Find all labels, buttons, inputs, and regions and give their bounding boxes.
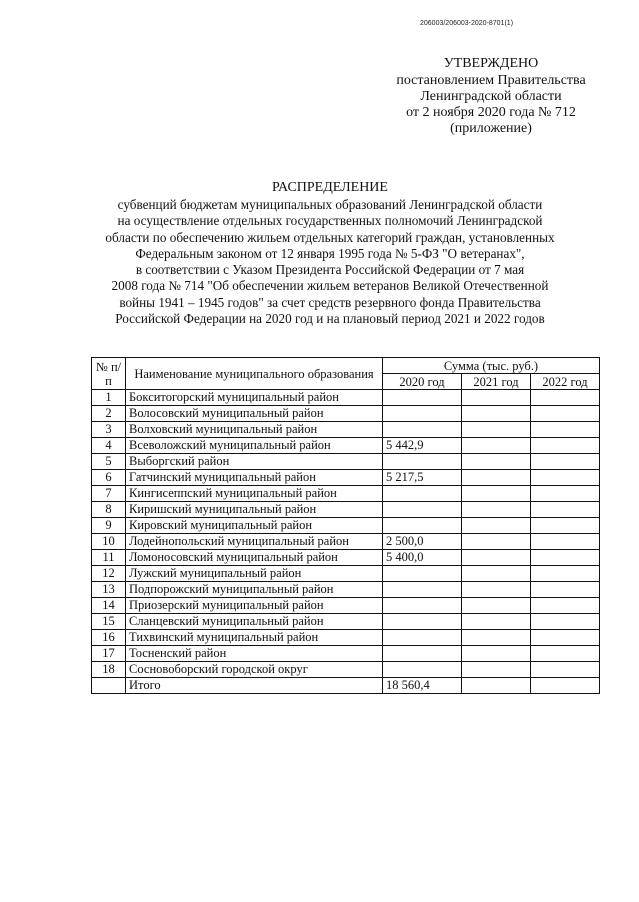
table-row — [92, 534, 600, 550]
table-header — [92, 358, 600, 390]
municipality-name: Подпорожский муниципальный район — [126, 582, 383, 598]
amount-2020 — [383, 502, 462, 518]
municipality-name: Кировский муниципальный район — [126, 518, 383, 534]
amount-2020 — [383, 422, 462, 438]
amount-2022 — [531, 470, 600, 486]
municipality-name: Кингисеппский муниципальный район — [126, 486, 383, 502]
amount-2021 — [462, 502, 531, 518]
municipality-name: Киришский муниципальный район — [126, 502, 383, 518]
amount-2020 — [383, 486, 462, 502]
row-number: 12 — [92, 566, 126, 582]
table-row — [92, 390, 600, 406]
row-number: 8 — [92, 502, 126, 518]
municipality-name: Лужский муниципальный район — [126, 566, 383, 582]
amount-2020 — [383, 518, 462, 534]
distribution-table — [91, 357, 600, 694]
table-row — [92, 566, 600, 582]
amount-2021 — [462, 646, 531, 662]
approval-line: (приложение) — [450, 121, 532, 136]
row-number: 16 — [92, 630, 126, 646]
amount-2022 — [531, 422, 600, 438]
amount-2022 — [531, 390, 600, 406]
approval-line: постановлением Правительства — [396, 73, 586, 88]
title-line: субвенций бюджетам муниципальных образований Ленинградской области — [117, 197, 543, 212]
title-line: области по обеспечению жильем отдельных категорий граждан, установленных — [105, 229, 555, 245]
amount-2022 — [531, 614, 600, 630]
amount-2020: 18 560,4 — [383, 678, 462, 694]
table-row — [92, 630, 600, 646]
title-line: войны 1941 – 1945 годов" за счет средств резервного фонда Правительства — [119, 294, 541, 310]
table-row — [92, 502, 600, 518]
row-number: 9 — [92, 518, 126, 534]
amount-2021 — [462, 598, 531, 614]
row-number: 5 — [92, 454, 126, 470]
municipality-name: Волосовский муниципальный район — [126, 406, 383, 422]
table-row — [92, 454, 600, 470]
title-line: в соответствии с Указом Президента Российской Федерации от 7 мая — [135, 262, 525, 278]
amount-2020 — [383, 662, 462, 678]
header-sum: Сумма (тыс. руб.) — [383, 358, 600, 374]
title-line: 2008 года № 714 "Об обеспечении жильем ветеранов Великой Отечественной — [111, 278, 549, 294]
row-number: 7 — [92, 486, 126, 502]
amount-2020 — [383, 598, 462, 614]
row-number — [92, 678, 126, 694]
municipality-name: Лодейнопольский муниципальный район — [126, 534, 383, 550]
amount-2020: 2 500,0 — [383, 534, 462, 550]
row-number: 17 — [92, 646, 126, 662]
total-row — [92, 678, 600, 694]
amount-2020 — [383, 630, 462, 646]
municipality-name: Итого — [126, 678, 383, 694]
title-line: Российской Федерации на 2020 год и на плановый период 2021 и 2022 годов — [115, 311, 545, 327]
table-row — [92, 646, 600, 662]
amount-2021 — [462, 614, 531, 630]
document-id: 206003/206003-2020-8701(1) — [420, 20, 514, 27]
header-year-2022: 2022 год — [531, 374, 600, 390]
row-number: 3 — [92, 422, 126, 438]
amount-2020 — [383, 646, 462, 662]
municipality-name: Волховский муниципальный район — [126, 422, 383, 438]
amount-2022 — [531, 598, 600, 614]
header-num: № п/п — [92, 358, 126, 390]
amount-2022 — [531, 534, 600, 550]
row-number: 15 — [92, 614, 126, 630]
amount-2021 — [462, 534, 531, 550]
amount-2020 — [383, 390, 462, 406]
amount-2021 — [462, 630, 531, 646]
amount-2022 — [531, 646, 600, 662]
amount-2022 — [531, 582, 600, 598]
municipality-name: Гатчинский муниципальный район — [126, 470, 383, 486]
approval-line: от 2 ноября 2020 года № 712 — [406, 105, 576, 120]
amount-2022 — [531, 486, 600, 502]
municipality-name: Приозерский муниципальный район — [126, 598, 383, 614]
table-body — [92, 390, 600, 694]
table-row — [92, 518, 600, 534]
amount-2020 — [383, 454, 462, 470]
amount-2021 — [462, 582, 531, 598]
municipality-name: Выборгский район — [126, 454, 383, 470]
amount-2021 — [462, 550, 531, 566]
row-number: 4 — [92, 438, 126, 454]
table-row — [92, 598, 600, 614]
header-year-2021: 2021 год — [462, 374, 531, 390]
amount-2021 — [462, 454, 531, 470]
row-number: 18 — [92, 662, 126, 678]
table-row — [92, 662, 600, 678]
amount-2020: 5 400,0 — [383, 550, 462, 566]
amount-2022 — [531, 630, 600, 646]
amount-2021 — [462, 566, 531, 582]
table-row — [92, 422, 600, 438]
row-number: 10 — [92, 534, 126, 550]
municipality-name: Сланцевский муниципальный район — [126, 614, 383, 630]
amount-2021 — [462, 470, 531, 486]
municipality-name: Тосненский район — [126, 646, 383, 662]
amount-2020: 5 217,5 — [383, 470, 462, 486]
amount-2020 — [383, 406, 462, 422]
approval-line: Ленинградской области — [420, 89, 562, 104]
amount-2021 — [462, 486, 531, 502]
row-number: 1 — [92, 390, 126, 406]
amount-2022 — [531, 406, 600, 422]
row-number: 14 — [92, 598, 126, 614]
table-row — [92, 470, 600, 486]
amount-2021 — [462, 518, 531, 534]
amount-2020 — [383, 582, 462, 598]
header-name: Наименование муниципального образования — [126, 358, 383, 390]
table-row — [92, 582, 600, 598]
document-title-block — [90, 180, 570, 327]
amount-2021 — [462, 662, 531, 678]
amount-2022 — [531, 454, 600, 470]
table-row — [92, 486, 600, 502]
amount-2022 — [531, 518, 600, 534]
amount-2022 — [531, 662, 600, 678]
row-number: 11 — [92, 550, 126, 566]
amount-2020: 5 442,9 — [383, 438, 462, 454]
amount-2022 — [531, 438, 600, 454]
document-title: РАСПРЕДЕЛЕНИЕ — [272, 180, 388, 195]
row-number: 6 — [92, 470, 126, 486]
municipality-name: Бокситогорский муниципальный район — [126, 390, 383, 406]
row-number: 13 — [92, 582, 126, 598]
amount-2022 — [531, 566, 600, 582]
amount-2021 — [462, 678, 531, 694]
amount-2021 — [462, 422, 531, 438]
amount-2022 — [531, 678, 600, 694]
amount-2021 — [462, 406, 531, 422]
header-year-2020: 2020 год — [383, 374, 462, 390]
table-row — [92, 550, 600, 566]
municipality-name: Тихвинский муниципальный район — [126, 630, 383, 646]
municipality-name: Всеволожский муниципальный район — [126, 438, 383, 454]
amount-2021 — [462, 390, 531, 406]
table-row — [92, 614, 600, 630]
table-row — [92, 406, 600, 422]
title-line: на осуществление отдельных государственных полномочий Ленинградской — [117, 213, 543, 229]
amount-2022 — [531, 550, 600, 566]
amount-2022 — [531, 502, 600, 518]
amount-2020 — [383, 614, 462, 630]
amount-2020 — [383, 566, 462, 582]
row-number: 2 — [92, 406, 126, 422]
approval-stamp — [376, 56, 606, 137]
approval-heading: УТВЕРЖДЕНО — [443, 56, 539, 71]
title-line: Федеральным законом от 12 января 1995 года № 5-ФЗ "О ветеранах", — [135, 245, 525, 261]
amount-2021 — [462, 438, 531, 454]
table-row — [92, 438, 600, 454]
municipality-name: Ломоносовский муниципальный район — [126, 550, 383, 566]
municipality-name: Сосновоборский городской округ — [126, 662, 383, 678]
